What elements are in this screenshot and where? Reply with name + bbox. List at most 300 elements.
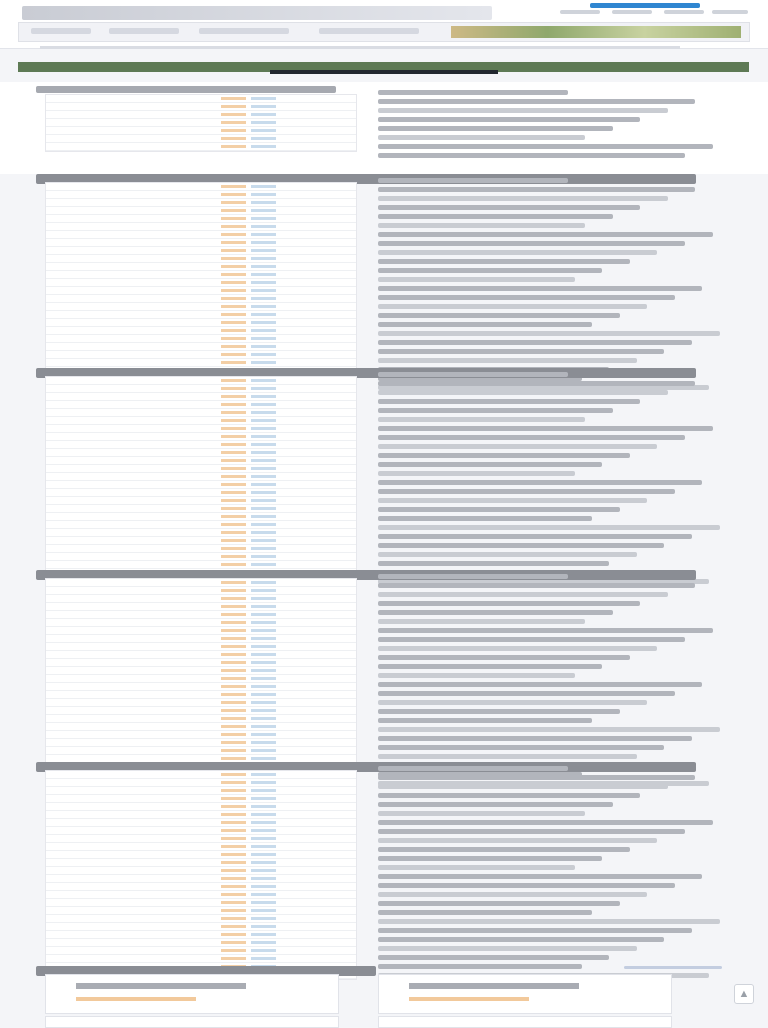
value-marker bbox=[251, 789, 276, 792]
value-marker bbox=[251, 605, 276, 608]
text-line bbox=[378, 955, 609, 960]
text-line bbox=[378, 99, 695, 104]
text-line bbox=[378, 937, 664, 942]
text-line bbox=[378, 444, 657, 449]
value-marker bbox=[221, 789, 246, 792]
text-line bbox=[378, 331, 720, 336]
menu-item[interactable] bbox=[612, 10, 652, 14]
value-marker bbox=[251, 217, 276, 220]
value-marker bbox=[251, 411, 276, 414]
value-marker bbox=[221, 555, 246, 558]
value-marker bbox=[251, 459, 276, 462]
table-row bbox=[46, 255, 356, 263]
value-marker bbox=[251, 629, 276, 632]
value-marker bbox=[251, 725, 276, 728]
text-line bbox=[378, 784, 668, 789]
value-marker bbox=[221, 853, 246, 856]
table-row bbox=[46, 667, 356, 675]
text-line bbox=[378, 126, 613, 131]
value-marker bbox=[251, 499, 276, 502]
text-line bbox=[378, 534, 692, 539]
table-row bbox=[46, 587, 356, 595]
value-marker bbox=[221, 781, 246, 784]
table-row bbox=[46, 747, 356, 755]
section-text bbox=[378, 766, 723, 982]
text-line bbox=[378, 883, 675, 888]
table-row bbox=[46, 947, 356, 955]
value-marker bbox=[251, 113, 276, 116]
value-marker bbox=[221, 361, 246, 364]
value-marker bbox=[221, 281, 246, 284]
table-row bbox=[46, 635, 356, 643]
table-row bbox=[46, 433, 356, 441]
data-table bbox=[45, 578, 357, 772]
value-marker bbox=[221, 491, 246, 494]
value-marker bbox=[251, 531, 276, 534]
value-marker bbox=[251, 805, 276, 808]
text-line bbox=[378, 691, 675, 696]
text-line bbox=[378, 340, 692, 345]
text-line bbox=[378, 847, 630, 852]
value-marker bbox=[221, 121, 246, 124]
value-marker bbox=[221, 531, 246, 534]
menu-item[interactable] bbox=[712, 10, 748, 14]
toolbar-tab[interactable] bbox=[109, 28, 179, 34]
value-marker bbox=[251, 861, 276, 864]
value-marker bbox=[221, 653, 246, 656]
value-marker bbox=[221, 451, 246, 454]
value-marker bbox=[251, 129, 276, 132]
value-marker bbox=[221, 225, 246, 228]
related-card[interactable] bbox=[378, 1016, 672, 1028]
table-row bbox=[46, 561, 356, 569]
text-line bbox=[378, 480, 702, 485]
value-marker bbox=[221, 805, 246, 808]
value-marker bbox=[251, 321, 276, 324]
table-row bbox=[46, 295, 356, 303]
section-text bbox=[378, 90, 723, 162]
text-line bbox=[378, 358, 637, 363]
text-line bbox=[378, 516, 592, 521]
value-marker bbox=[251, 427, 276, 430]
value-marker bbox=[251, 925, 276, 928]
value-marker bbox=[221, 539, 246, 542]
text-line bbox=[378, 372, 568, 377]
text-line bbox=[378, 489, 675, 494]
value-marker bbox=[251, 957, 276, 960]
table-row bbox=[46, 683, 356, 691]
value-marker bbox=[251, 265, 276, 268]
table-row bbox=[46, 939, 356, 947]
value-marker bbox=[251, 685, 276, 688]
table-row bbox=[46, 311, 356, 319]
value-marker bbox=[251, 451, 276, 454]
value-marker bbox=[221, 547, 246, 550]
value-marker bbox=[251, 273, 276, 276]
table-row bbox=[46, 811, 356, 819]
value-marker bbox=[221, 813, 246, 816]
toolbar-tab[interactable] bbox=[319, 28, 419, 34]
table-row bbox=[46, 377, 356, 385]
text-line bbox=[378, 205, 640, 210]
value-marker bbox=[221, 233, 246, 236]
table-row bbox=[46, 795, 356, 803]
menu-item[interactable] bbox=[560, 10, 600, 14]
table-row bbox=[46, 787, 356, 795]
table-row bbox=[46, 955, 356, 963]
value-marker bbox=[251, 241, 276, 244]
table-row bbox=[46, 723, 356, 731]
text-line bbox=[378, 250, 657, 255]
preview-thumbnail[interactable] bbox=[451, 26, 741, 38]
table-row bbox=[46, 199, 356, 207]
value-marker bbox=[221, 459, 246, 462]
value-marker bbox=[221, 403, 246, 406]
value-marker bbox=[221, 321, 246, 324]
value-marker bbox=[251, 717, 276, 720]
data-table bbox=[45, 770, 357, 980]
table-row bbox=[46, 867, 356, 875]
nav-active-tab[interactable] bbox=[270, 70, 498, 74]
value-marker bbox=[251, 909, 276, 912]
table-row bbox=[46, 595, 356, 603]
table-row bbox=[46, 111, 356, 119]
table-row bbox=[46, 715, 356, 723]
text-line bbox=[378, 153, 685, 158]
value-marker bbox=[221, 677, 246, 680]
value-marker bbox=[221, 845, 246, 848]
card-accent bbox=[76, 997, 196, 1001]
value-marker bbox=[221, 773, 246, 776]
value-marker bbox=[221, 563, 246, 566]
table-row bbox=[46, 529, 356, 537]
table-row bbox=[46, 401, 356, 409]
text-line bbox=[378, 592, 668, 597]
table-row bbox=[46, 611, 356, 619]
value-marker bbox=[251, 621, 276, 624]
data-table bbox=[45, 94, 357, 152]
table-row bbox=[46, 449, 356, 457]
text-line bbox=[378, 117, 640, 122]
text-line bbox=[378, 471, 575, 476]
primary-action-button[interactable] bbox=[590, 3, 700, 8]
value-marker bbox=[221, 345, 246, 348]
text-line bbox=[378, 108, 668, 113]
table-row bbox=[46, 95, 356, 103]
related-card[interactable] bbox=[45, 974, 339, 1014]
value-marker bbox=[251, 845, 276, 848]
text-line bbox=[378, 552, 637, 557]
table-row bbox=[46, 651, 356, 659]
text-line bbox=[378, 322, 592, 327]
table-row bbox=[46, 231, 356, 239]
value-marker bbox=[251, 645, 276, 648]
toolbar-tab[interactable] bbox=[31, 28, 91, 34]
value-marker bbox=[251, 185, 276, 188]
value-marker bbox=[221, 273, 246, 276]
text-line bbox=[378, 901, 620, 906]
table-row bbox=[46, 215, 356, 223]
text-line bbox=[378, 295, 675, 300]
table-row bbox=[46, 327, 356, 335]
table-row bbox=[46, 103, 356, 111]
toolbar-tab[interactable] bbox=[199, 28, 289, 34]
text-line bbox=[378, 802, 613, 807]
value-marker bbox=[251, 917, 276, 920]
value-marker bbox=[221, 249, 246, 252]
value-marker bbox=[251, 949, 276, 952]
value-marker bbox=[221, 313, 246, 316]
value-marker bbox=[221, 523, 246, 526]
table-row bbox=[46, 619, 356, 627]
value-marker bbox=[251, 941, 276, 944]
value-marker bbox=[251, 523, 276, 526]
related-card[interactable] bbox=[378, 974, 672, 1014]
value-marker bbox=[251, 281, 276, 284]
table-row bbox=[46, 835, 356, 843]
value-marker bbox=[251, 395, 276, 398]
text-line bbox=[378, 196, 668, 201]
value-marker bbox=[221, 499, 246, 502]
value-marker bbox=[251, 345, 276, 348]
menu-item[interactable] bbox=[664, 10, 704, 14]
value-marker bbox=[221, 581, 246, 584]
value-marker bbox=[221, 957, 246, 960]
value-marker bbox=[221, 637, 246, 640]
value-marker bbox=[251, 387, 276, 390]
value-marker bbox=[251, 837, 276, 840]
card-title bbox=[76, 983, 246, 989]
table-row bbox=[46, 659, 356, 667]
value-marker bbox=[251, 515, 276, 518]
value-marker bbox=[251, 661, 276, 664]
top-bar bbox=[0, 0, 768, 49]
value-marker bbox=[251, 749, 276, 752]
value-marker bbox=[221, 427, 246, 430]
value-marker bbox=[251, 581, 276, 584]
table-row bbox=[46, 859, 356, 867]
table-row bbox=[46, 223, 356, 231]
text-line bbox=[378, 286, 702, 291]
text-line bbox=[378, 187, 695, 192]
value-marker bbox=[251, 709, 276, 712]
value-marker bbox=[251, 829, 276, 832]
value-marker bbox=[221, 475, 246, 478]
value-marker bbox=[221, 297, 246, 300]
scroll-up-icon[interactable]: ▲ bbox=[734, 984, 754, 1004]
value-marker bbox=[221, 241, 246, 244]
text-line bbox=[378, 277, 575, 282]
table-row bbox=[46, 143, 356, 151]
text-line bbox=[378, 727, 720, 732]
value-marker bbox=[251, 741, 276, 744]
card-accent bbox=[409, 997, 529, 1001]
value-marker bbox=[251, 885, 276, 888]
table-row bbox=[46, 819, 356, 827]
table-row bbox=[46, 183, 356, 191]
value-marker bbox=[251, 869, 276, 872]
value-marker bbox=[221, 861, 246, 864]
table-row bbox=[46, 537, 356, 545]
value-marker bbox=[221, 257, 246, 260]
text-line bbox=[378, 673, 575, 678]
table-row bbox=[46, 643, 356, 651]
value-marker bbox=[221, 621, 246, 624]
table-row bbox=[46, 425, 356, 433]
table-row bbox=[46, 521, 356, 529]
value-marker bbox=[221, 821, 246, 824]
value-marker bbox=[251, 193, 276, 196]
value-marker bbox=[221, 629, 246, 632]
value-marker bbox=[251, 813, 276, 816]
value-marker bbox=[221, 693, 246, 696]
value-marker bbox=[251, 901, 276, 904]
value-marker bbox=[251, 677, 276, 680]
table-row bbox=[46, 119, 356, 127]
view-more-link[interactable] bbox=[624, 966, 722, 969]
text-line bbox=[378, 754, 637, 759]
section-text bbox=[378, 178, 723, 394]
text-line bbox=[378, 892, 647, 897]
text-line bbox=[378, 856, 602, 861]
text-line bbox=[378, 811, 585, 816]
content-toolbar bbox=[18, 22, 750, 42]
value-marker bbox=[221, 105, 246, 108]
value-marker bbox=[221, 901, 246, 904]
table-row bbox=[46, 883, 356, 891]
value-marker bbox=[221, 741, 246, 744]
text-line bbox=[378, 232, 713, 237]
table-row bbox=[46, 489, 356, 497]
value-marker bbox=[251, 361, 276, 364]
table-row bbox=[46, 239, 356, 247]
value-marker bbox=[221, 933, 246, 936]
data-table bbox=[45, 376, 357, 586]
text-line bbox=[378, 417, 585, 422]
text-line bbox=[378, 829, 685, 834]
table-row bbox=[46, 191, 356, 199]
table-row bbox=[46, 351, 356, 359]
value-marker bbox=[221, 949, 246, 952]
text-line bbox=[378, 775, 695, 780]
value-marker bbox=[251, 757, 276, 760]
meta-row bbox=[40, 46, 680, 49]
table-row bbox=[46, 803, 356, 811]
text-line bbox=[378, 628, 713, 633]
text-line bbox=[378, 718, 592, 723]
text-line bbox=[378, 259, 630, 264]
value-marker bbox=[221, 265, 246, 268]
text-line bbox=[378, 610, 613, 615]
table-row bbox=[46, 465, 356, 473]
related-card[interactable] bbox=[45, 1016, 339, 1028]
text-line bbox=[378, 820, 713, 825]
table-row bbox=[46, 359, 356, 367]
table-row bbox=[46, 731, 356, 739]
value-marker bbox=[221, 797, 246, 800]
value-marker bbox=[251, 249, 276, 252]
table-row bbox=[46, 505, 356, 513]
value-marker bbox=[251, 475, 276, 478]
value-marker bbox=[221, 483, 246, 486]
text-line bbox=[378, 426, 713, 431]
value-marker bbox=[221, 289, 246, 292]
table-row bbox=[46, 931, 356, 939]
value-marker bbox=[221, 217, 246, 220]
value-marker bbox=[251, 419, 276, 422]
table-row bbox=[46, 699, 356, 707]
value-marker bbox=[251, 893, 276, 896]
value-marker bbox=[251, 145, 276, 148]
value-marker bbox=[251, 821, 276, 824]
text-line bbox=[378, 435, 685, 440]
text-line bbox=[378, 498, 647, 503]
table-row bbox=[46, 827, 356, 835]
table-row bbox=[46, 627, 356, 635]
value-marker bbox=[251, 877, 276, 880]
table-row bbox=[46, 707, 356, 715]
text-line bbox=[378, 574, 568, 579]
table-row bbox=[46, 923, 356, 931]
value-marker bbox=[251, 379, 276, 382]
value-marker bbox=[251, 97, 276, 100]
value-marker bbox=[251, 105, 276, 108]
text-line bbox=[378, 709, 620, 714]
value-marker bbox=[251, 337, 276, 340]
table-row bbox=[46, 247, 356, 255]
value-marker bbox=[251, 589, 276, 592]
text-line bbox=[378, 214, 613, 219]
table-row bbox=[46, 135, 356, 143]
table-row bbox=[46, 409, 356, 417]
value-marker bbox=[251, 483, 276, 486]
table-row bbox=[46, 675, 356, 683]
value-marker bbox=[221, 725, 246, 728]
value-marker bbox=[251, 693, 276, 696]
table-row bbox=[46, 207, 356, 215]
value-marker bbox=[221, 885, 246, 888]
value-marker bbox=[221, 443, 246, 446]
value-marker bbox=[251, 933, 276, 936]
table-row bbox=[46, 579, 356, 587]
section-title bbox=[36, 86, 336, 93]
value-marker bbox=[221, 305, 246, 308]
value-marker bbox=[221, 129, 246, 132]
value-marker bbox=[251, 637, 276, 640]
value-marker bbox=[251, 669, 276, 672]
text-line bbox=[378, 736, 692, 741]
table-row bbox=[46, 335, 356, 343]
text-line bbox=[378, 178, 568, 183]
text-line bbox=[378, 874, 702, 879]
table-row bbox=[46, 385, 356, 393]
site-logo[interactable] bbox=[22, 6, 492, 20]
value-marker bbox=[221, 185, 246, 188]
text-line bbox=[378, 304, 647, 309]
value-marker bbox=[221, 605, 246, 608]
text-line bbox=[378, 543, 664, 548]
text-line bbox=[378, 928, 692, 933]
table-row bbox=[46, 441, 356, 449]
value-marker bbox=[221, 613, 246, 616]
value-marker bbox=[221, 893, 246, 896]
text-line bbox=[378, 241, 685, 246]
text-line bbox=[378, 601, 640, 606]
value-marker bbox=[251, 305, 276, 308]
value-marker bbox=[221, 137, 246, 140]
value-marker bbox=[251, 313, 276, 316]
table-row bbox=[46, 263, 356, 271]
